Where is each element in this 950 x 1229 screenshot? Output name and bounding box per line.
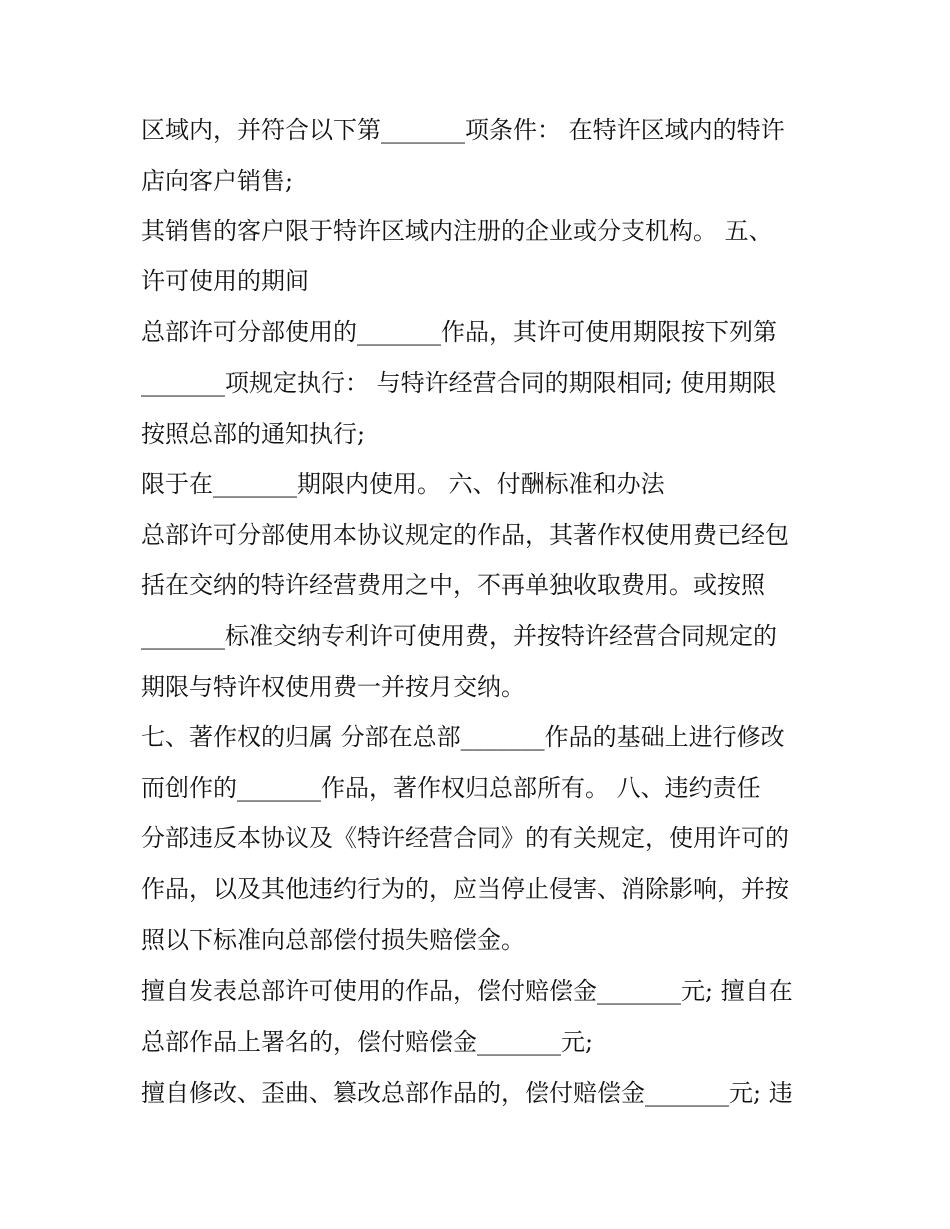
text-line: 限于在_______期限内使用。 六、付酬标准和办法 [141, 470, 665, 498]
text-line: 期限与特许权使用费一并按月交纳。 [141, 673, 525, 701]
text-line: 按照总部的通知执行; [141, 420, 366, 448]
text-line: 总部许可分部使用本协议规定的作品，其著作权使用费已经包 [141, 521, 789, 549]
text-line: _______项规定执行： 与特许经营合同的期限相同; 使用期限 [141, 369, 777, 397]
text-line: 总部许可分部使用的_______作品，其许可使用期限按下列第 [141, 318, 777, 346]
text-line: 擅自发表总部许可使用的作品，偿付赔偿金_______元; 擅自在 [141, 977, 793, 1005]
text-line: 区域内，并符合以下第_______项条件： 在特许区域内的特许 [141, 116, 785, 144]
text-line: 照以下标准向总部偿付损失赔偿金。 [141, 926, 525, 954]
text-line: 店向客户销售; [141, 167, 294, 195]
text-line: 擅自修改、歪曲、篡改总部作品的，偿付赔偿金_______元; 违 [141, 1079, 793, 1107]
text-line: 而创作的_______作品，著作权归总部所有。 八、违约责任 [141, 774, 761, 802]
text-line: 作品，以及其他违约行为的，应当停止侵害、消除影响，并按 [141, 875, 789, 903]
text-line: 许可使用的期间 [141, 267, 309, 295]
text-line: _______标准交纳专利许可使用费，并按特许经营合同规定的 [141, 622, 777, 650]
text-line: 括在交纳的特许经营费用之中，不再单独收取费用。或按照 [141, 571, 765, 599]
text-line: 总部作品上署名的，偿付赔偿金_______元; [141, 1028, 594, 1056]
text-line: 其销售的客户限于特许区域内注册的企业或分支机构。 五、 [141, 217, 773, 245]
text-line: 分部违反本协议及《特许经营合同》的有关规定，使用许可的 [141, 824, 789, 852]
text-line: 七、著作权的归属 分部在总部_______作品的基础上进行修改 [141, 723, 785, 751]
